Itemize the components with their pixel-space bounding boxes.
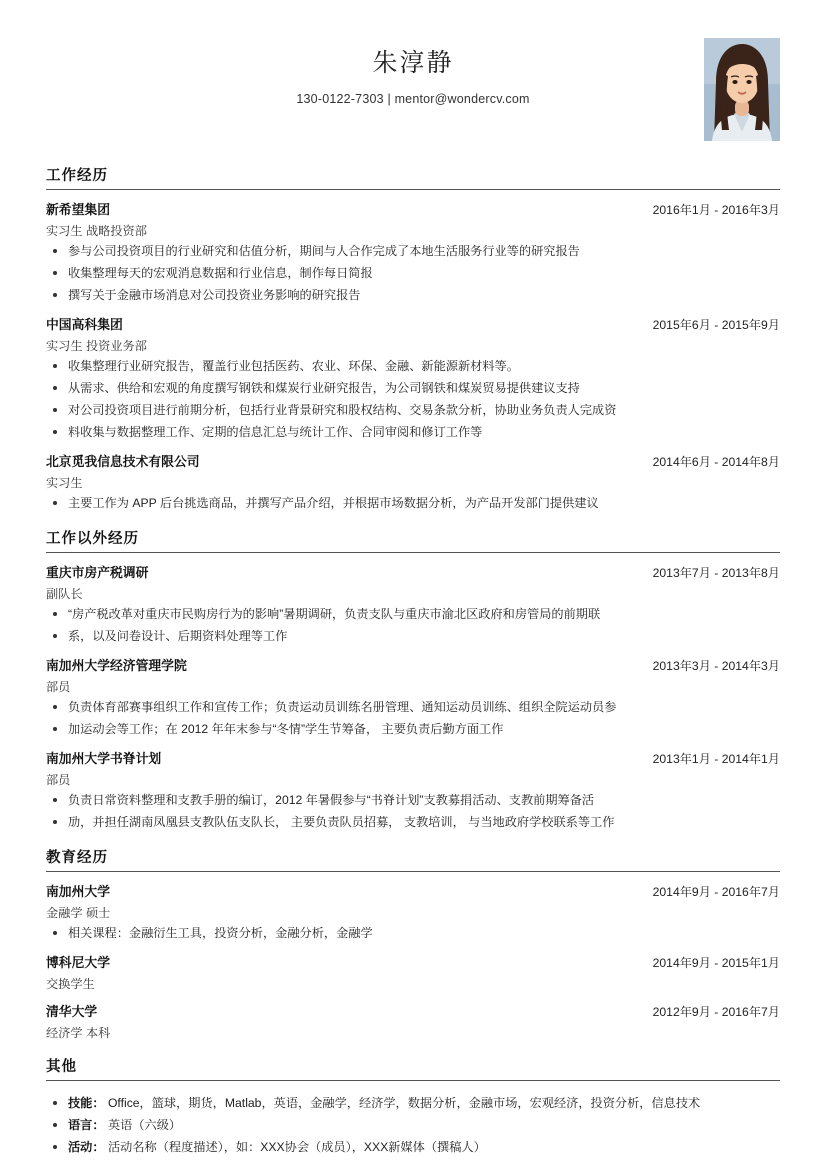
entry-organization: 南加州大学书脊计划 xyxy=(46,751,162,766)
list-item: 撰写关于金融市场消息对公司投资业务影响的研究报告 xyxy=(46,286,780,305)
entry-work-2 xyxy=(46,451,780,513)
page-title: 朱淳静 xyxy=(372,49,454,77)
list-item: 负责体育部赛事组织工作和宣传工作；负责运动员训练名册管理、通知运动员训练、组织全院运动员参 xyxy=(46,698,780,717)
list-item: 劢，并担任湖南凤凰县支教队伍支队长， 主要负责队员招募， 支教培训， 与当地政府学校联系等工作 xyxy=(46,813,780,832)
entry-subtitle: 实习生 投资业务部 xyxy=(46,339,147,353)
list-item: 收集整理每天的宏观消息数据和行业信息，制作每日简报 xyxy=(46,264,780,283)
entry-bullets xyxy=(46,242,780,305)
entry-work-0 xyxy=(46,199,780,305)
entry-subtitle: 实习生 战略投资部 xyxy=(46,224,147,238)
entry-date: 2016年1月 - 2016年3月 xyxy=(652,203,780,217)
avatar xyxy=(704,38,780,141)
entry-header xyxy=(46,199,780,218)
list-item xyxy=(46,1138,780,1157)
entry-date: 2014年9月 - 2015年1月 xyxy=(652,956,780,970)
entry-bullets xyxy=(46,924,780,943)
list-item: 料收集与数据整理工作、定期的信息汇总与统计工作、合同审阅和修订工作等 xyxy=(46,423,780,442)
other-bullets xyxy=(46,1094,780,1157)
section-title: 教育经历 xyxy=(46,846,780,872)
entry-bullets xyxy=(46,605,780,646)
other-value: Office，篮球，期货，Matlab，英语，金融学，经济学，数据分析，金融市场，宏观经济，投资分析，信息技术 xyxy=(104,1096,701,1110)
list-item xyxy=(46,1116,780,1135)
entry-education-0 xyxy=(46,881,780,943)
other-value: 活动名称（程度描述），如：XXX协会（成员），XXX新媒体（撰稿人） xyxy=(104,1140,486,1154)
entry-header xyxy=(46,952,780,971)
entry-organization: 博科尼大学 xyxy=(46,955,110,970)
list-item: 收集整理行业研究报告，覆盖行业包括医药、农业、环保、金融、新能源新材料等。 xyxy=(46,357,780,376)
list-item: 系，以及问卷设计、后期资料处理等工作 xyxy=(46,627,780,646)
entry-extra-1 xyxy=(46,655,780,739)
entry-subtitle: 金融学 硕士 xyxy=(46,906,111,920)
entry-extra-0 xyxy=(46,562,780,646)
section-title: 工作经历 xyxy=(46,164,780,190)
entry-date: 2012年9月 - 2016年7月 xyxy=(652,1005,780,1019)
entry-subtitle: 交换学生 xyxy=(46,977,95,991)
entry-header xyxy=(46,314,780,333)
entry-subtitle: 部员 xyxy=(46,773,71,787)
entry-organization: 中国高科集团 xyxy=(46,317,123,332)
entry-date: 2013年1月 - 2014年1月 xyxy=(652,752,780,766)
entry-header xyxy=(46,451,780,470)
entry-date: 2014年6月 - 2014年8月 xyxy=(652,455,780,469)
entry-header xyxy=(46,1001,780,1020)
resume-header xyxy=(46,46,780,150)
list-item: 负责日常资料整理和支教手册的编订，2012 年暑假参与“书脊计划”支教募捐活动、支教前期筹备活 xyxy=(46,791,780,810)
entry-work-1 xyxy=(46,314,780,442)
list-item: 加运动会等工作；在 2012 年年末参与“冬情”学生节筹备， 主要负责后勤方面工作 xyxy=(46,720,780,739)
other-label: 活动： xyxy=(68,1140,105,1154)
contact-line: 130-0122-7303 | mentor@wondercv.com xyxy=(296,92,530,106)
section-other xyxy=(46,1055,780,1157)
entry-organization: 重庆市房产税调研 xyxy=(46,565,149,580)
list-item: 相关课程：金融衍生工具，投资分析，金融分析，金融学 xyxy=(46,924,780,943)
section-education xyxy=(46,846,780,1041)
entry-header xyxy=(46,881,780,900)
entry-organization: 北京觅我信息技术有限公司 xyxy=(46,454,200,469)
other-value: 英语（六级） xyxy=(104,1118,182,1132)
entry-extra-2 xyxy=(46,748,780,832)
entry-subtitle: 副队长 xyxy=(46,587,83,601)
list-item: “房产税改革对重庆市民购房行为的影响”暑期调研，负责支队与重庆市渝北区政府和房管局的前期联 xyxy=(46,605,780,624)
entry-subtitle: 部员 xyxy=(46,680,71,694)
entry-organization: 南加州大学 xyxy=(46,884,110,899)
entry-subtitle: 实习生 xyxy=(46,476,83,490)
other-label: 语言： xyxy=(68,1118,105,1132)
section-title: 其他 xyxy=(46,1055,780,1081)
entry-education-1 xyxy=(46,952,780,992)
section-work-experience xyxy=(46,164,780,513)
entry-header xyxy=(46,562,780,581)
entry-date: 2013年7月 - 2013年8月 xyxy=(652,566,780,580)
entry-date: 2014年9月 - 2016年7月 xyxy=(652,885,780,899)
other-label: 技能： xyxy=(68,1096,105,1110)
list-item: 从需求、供给和宏观的角度撰写钢铁和煤炭行业研究报告，为公司钢铁和煤炭贸易提供建议支持 xyxy=(46,379,780,398)
entry-header xyxy=(46,748,780,767)
entry-organization: 南加州大学经济管理学院 xyxy=(46,658,187,673)
entry-organization: 清华大学 xyxy=(46,1004,98,1019)
entry-organization: 新希望集团 xyxy=(46,202,110,217)
entry-bullets xyxy=(46,698,780,739)
section-title: 工作以外经历 xyxy=(46,527,780,553)
entry-subtitle: 经济学 本科 xyxy=(46,1026,111,1040)
entry-header xyxy=(46,655,780,674)
section-extracurricular xyxy=(46,527,780,832)
list-item: 对公司投资项目进行前期分析，包括行业背景研究和股权结构、交易条款分析，协助业务负责人完成资 xyxy=(46,401,780,420)
entry-bullets xyxy=(46,494,780,513)
list-item: 参与公司投资项目的行业研究和估值分析，期间与人合作完成了本地生活服务行业等的研究报告 xyxy=(46,242,780,261)
list-item: 主要工作为 APP 后台挑选商品，并撰写产品介绍，并根据市场数据分析，为产品开发部门提供建议 xyxy=(46,494,780,513)
entry-date: 2015年6月 - 2015年9月 xyxy=(652,318,780,332)
entry-bullets xyxy=(46,791,780,832)
entry-bullets xyxy=(46,357,780,442)
list-item xyxy=(46,1094,780,1113)
entry-education-2 xyxy=(46,1001,780,1041)
entry-date: 2013年3月 - 2014年3月 xyxy=(652,659,780,673)
